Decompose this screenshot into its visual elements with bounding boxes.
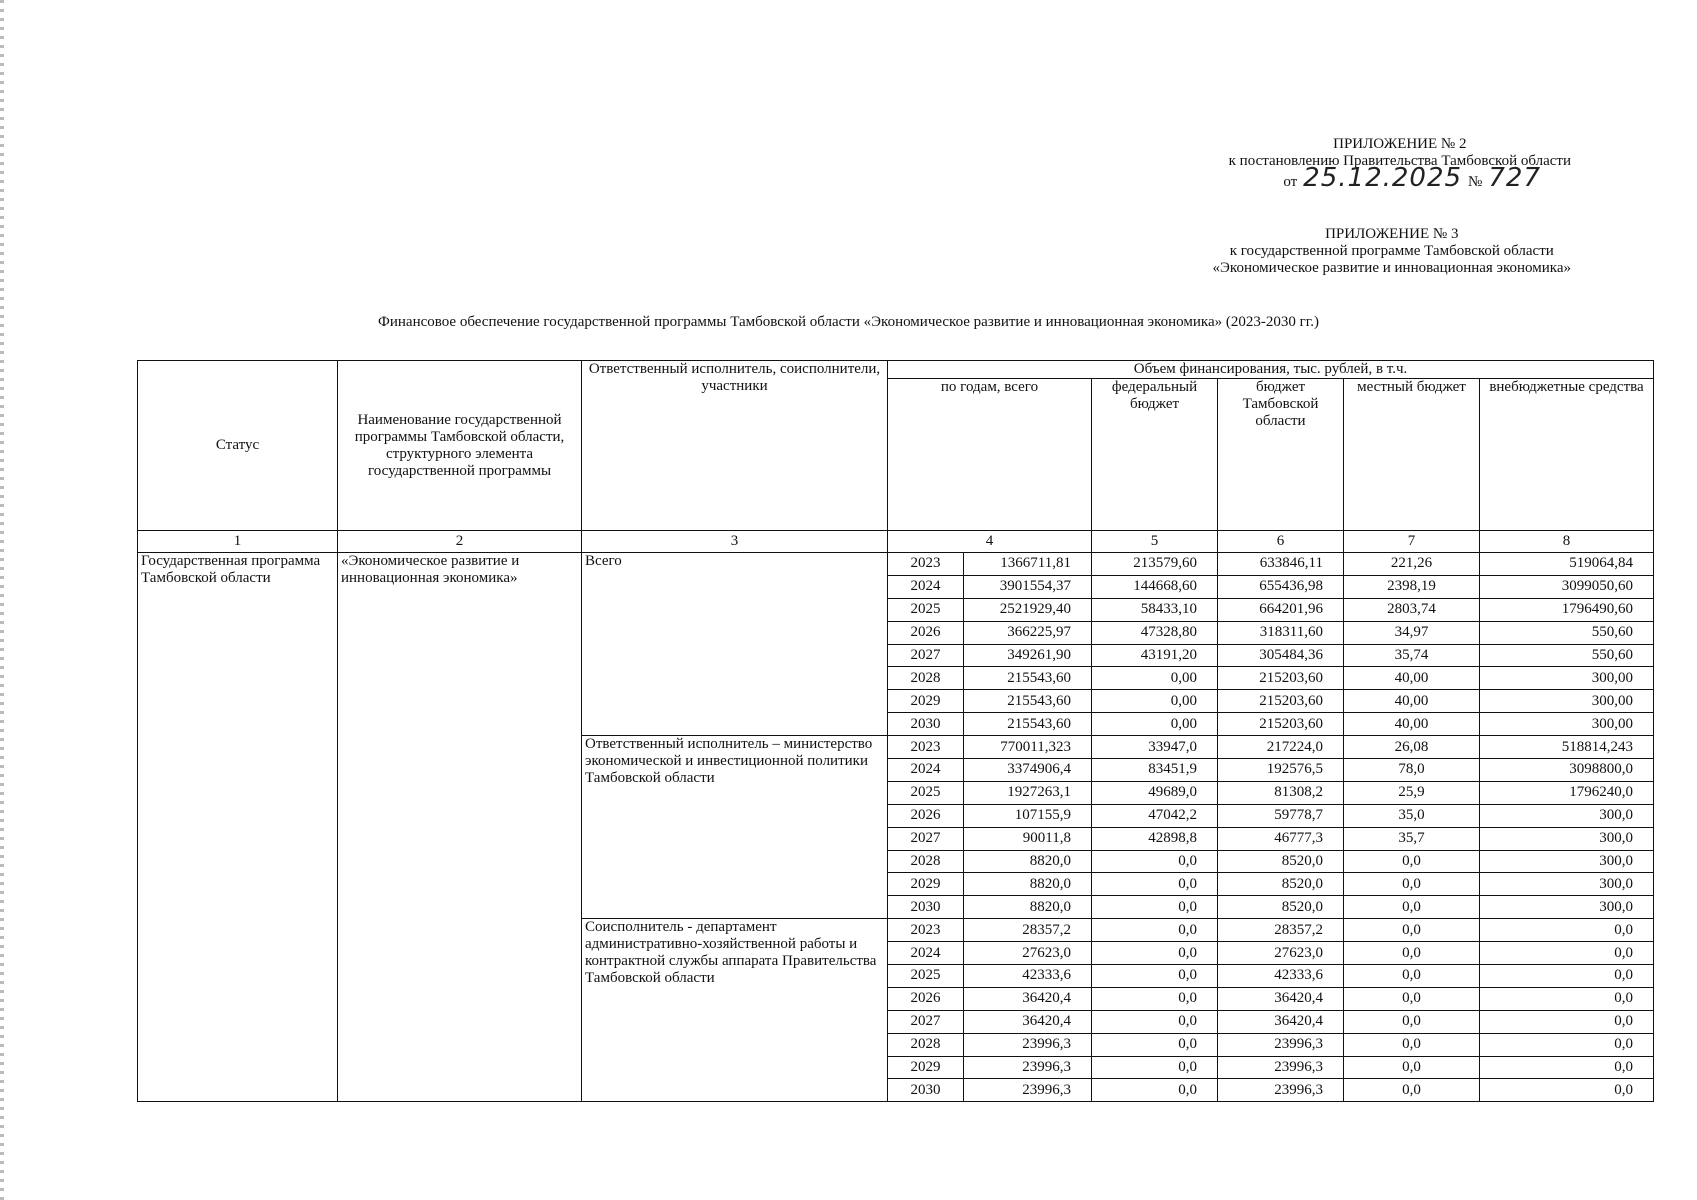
appendix-2-date-line [1229, 163, 1571, 193]
extra-cell: 550,60 [1480, 644, 1654, 667]
col-number: 2 [338, 531, 582, 553]
total-cell: 27623,0 [964, 942, 1092, 965]
col-number: 3 [582, 531, 888, 553]
extra-cell: 1796240,0 [1480, 781, 1654, 804]
regional-cell: 23996,3 [1218, 1056, 1344, 1079]
regional-cell: 28357,2 [1218, 919, 1344, 942]
extra-cell: 3098800,0 [1480, 759, 1654, 782]
year-cell: 2024 [888, 759, 964, 782]
regional-cell: 8520,0 [1218, 896, 1344, 919]
local-cell: 40,00 [1344, 690, 1480, 713]
local-cell: 26,08 [1344, 736, 1480, 759]
total-cell: 2521929,40 [964, 598, 1092, 621]
header-funding: Объем финансирования, тыс. рублей, в т.ч. [888, 361, 1654, 379]
federal-cell: 0,0 [1092, 942, 1218, 965]
regional-cell: 23996,3 [1218, 1033, 1344, 1056]
year-cell: 2030 [888, 1079, 964, 1102]
federal-cell: 43191,20 [1092, 644, 1218, 667]
year-cell: 2028 [888, 1033, 964, 1056]
total-cell: 42333,6 [964, 965, 1092, 988]
regional-cell: 633846,11 [1218, 553, 1344, 576]
regional-cell: 217224,0 [1218, 736, 1344, 759]
federal-cell: 49689,0 [1092, 781, 1218, 804]
local-cell: 0,0 [1344, 919, 1480, 942]
local-cell: 35,74 [1344, 644, 1480, 667]
total-cell: 1927263,1 [964, 781, 1092, 804]
handwritten-number: 727 [1488, 163, 1541, 193]
federal-cell: 213579,60 [1092, 553, 1218, 576]
federal-cell: 0,0 [1092, 1079, 1218, 1102]
federal-cell: 33947,0 [1092, 736, 1218, 759]
status-cell: Государственная программа Тамбовской области [138, 553, 338, 1102]
col-number: 8 [1480, 531, 1654, 553]
year-cell: 2029 [888, 1056, 964, 1079]
federal-cell: 144668,60 [1092, 575, 1218, 598]
document-title: Финансовое обеспечение государственной программы Тамбовской области «Экономическое развитие и инновационная экономика» (2023-2030 гг.) [378, 314, 1319, 330]
header-regional: бюджет Тамбовской области [1218, 379, 1344, 531]
year-cell: 2024 [888, 942, 964, 965]
total-cell: 8820,0 [964, 873, 1092, 896]
extra-cell: 300,0 [1480, 850, 1654, 873]
local-cell: 25,9 [1344, 781, 1480, 804]
total-cell: 23996,3 [964, 1056, 1092, 1079]
year-cell: 2027 [888, 827, 964, 850]
total-cell: 107155,9 [964, 804, 1092, 827]
local-cell: 78,0 [1344, 759, 1480, 782]
extra-cell: 0,0 [1480, 942, 1654, 965]
total-cell: 3374906,4 [964, 759, 1092, 782]
extra-cell: 0,0 [1480, 987, 1654, 1010]
local-cell: 35,0 [1344, 804, 1480, 827]
year-cell: 2026 [888, 987, 964, 1010]
table-row [138, 553, 1654, 576]
regional-cell: 8520,0 [1218, 850, 1344, 873]
year-cell: 2025 [888, 781, 964, 804]
executor-cell: Ответственный исполнитель – министерство экономической и инвестиционной политики Тамбовской области [582, 736, 888, 919]
appendix-2-header [1229, 136, 1571, 191]
extra-cell: 0,0 [1480, 919, 1654, 942]
total-cell: 28357,2 [964, 919, 1092, 942]
regional-cell: 59778,7 [1218, 804, 1344, 827]
extra-cell: 550,60 [1480, 621, 1654, 644]
extra-cell: 0,0 [1480, 1033, 1654, 1056]
total-cell: 215543,60 [964, 667, 1092, 690]
federal-cell: 0,0 [1092, 965, 1218, 988]
year-cell: 2025 [888, 965, 964, 988]
total-cell: 366225,97 [964, 621, 1092, 644]
appendix-3-subtitle: к государственной программе Тамбовской области [1229, 243, 1554, 259]
total-cell: 90011,8 [964, 827, 1092, 850]
local-cell: 0,0 [1344, 1010, 1480, 1033]
year-cell: 2027 [888, 644, 964, 667]
total-cell: 1366711,81 [964, 553, 1092, 576]
federal-cell: 0,0 [1092, 873, 1218, 896]
extra-cell: 518814,243 [1480, 736, 1654, 759]
header-local: местный бюджет [1344, 379, 1480, 531]
federal-cell: 0,0 [1092, 987, 1218, 1010]
local-cell: 0,0 [1344, 896, 1480, 919]
header-executor: Ответственный исполнитель, соисполнители, участники [582, 361, 888, 531]
total-cell: 215543,60 [964, 690, 1092, 713]
local-cell: 2398,19 [1344, 575, 1480, 598]
year-cell: 2030 [888, 713, 964, 736]
local-cell: 0,0 [1344, 942, 1480, 965]
regional-cell: 46777,3 [1218, 827, 1344, 850]
extra-cell: 519064,84 [1480, 553, 1654, 576]
federal-cell: 58433,10 [1092, 598, 1218, 621]
extra-cell: 300,00 [1480, 713, 1654, 736]
year-cell: 2028 [888, 667, 964, 690]
extra-cell: 300,0 [1480, 827, 1654, 850]
appendix-2-title: ПРИЛОЖЕНИЕ № 2 [1333, 136, 1467, 152]
regional-cell: 36420,4 [1218, 987, 1344, 1010]
local-cell: 2803,74 [1344, 598, 1480, 621]
local-cell: 0,0 [1344, 1033, 1480, 1056]
total-cell: 23996,3 [964, 1079, 1092, 1102]
federal-cell: 83451,9 [1092, 759, 1218, 782]
regional-cell: 27623,0 [1218, 942, 1344, 965]
scan-edge [0, 0, 4, 1200]
col-number: 5 [1092, 531, 1218, 553]
regional-cell: 42333,6 [1218, 965, 1344, 988]
col-number: 7 [1344, 531, 1480, 553]
header-federal: федеральный бюджет [1092, 379, 1218, 531]
col-number: 4 [888, 531, 1092, 553]
local-cell: 0,0 [1344, 1056, 1480, 1079]
year-cell: 2028 [888, 850, 964, 873]
year-cell: 2024 [888, 575, 964, 598]
header-extra: внебюджетные средства [1480, 379, 1654, 531]
local-cell: 40,00 [1344, 667, 1480, 690]
header-status: Статус [138, 361, 338, 531]
federal-cell: 0,0 [1092, 896, 1218, 919]
year-cell: 2023 [888, 553, 964, 576]
year-cell: 2030 [888, 896, 964, 919]
year-cell: 2026 [888, 804, 964, 827]
year-cell: 2023 [888, 919, 964, 942]
local-cell: 0,0 [1344, 987, 1480, 1010]
regional-cell: 215203,60 [1218, 713, 1344, 736]
appendix-2-subtitle: к постановлению Правительства Тамбовской области [1228, 153, 1571, 169]
program-name-cell: «Экономическое развитие и инновационная экономика» [338, 553, 582, 1102]
extra-cell: 0,0 [1480, 965, 1654, 988]
federal-cell: 47328,80 [1092, 621, 1218, 644]
number-label: № [1468, 174, 1483, 190]
header-name: Наименование государственной программы Тамбовской области, структурного элемента государственной программы [338, 361, 582, 531]
extra-cell: 0,0 [1480, 1010, 1654, 1033]
date-prefix: от [1283, 174, 1298, 190]
year-cell: 2025 [888, 598, 964, 621]
regional-cell: 23996,3 [1218, 1079, 1344, 1102]
extra-cell: 300,0 [1480, 873, 1654, 896]
col-number: 6 [1218, 531, 1344, 553]
total-cell: 8820,0 [964, 896, 1092, 919]
year-cell: 2023 [888, 736, 964, 759]
local-cell: 34,97 [1344, 621, 1480, 644]
col-number: 1 [138, 531, 338, 553]
extra-cell: 3099050,60 [1480, 575, 1654, 598]
column-numbers-row [138, 531, 1654, 553]
regional-cell: 305484,36 [1218, 644, 1344, 667]
federal-cell: 0,0 [1092, 1010, 1218, 1033]
extra-cell: 0,0 [1480, 1079, 1654, 1102]
total-cell: 36420,4 [964, 1010, 1092, 1033]
total-cell: 23996,3 [964, 1033, 1092, 1056]
appendix-3-header [1213, 226, 1571, 277]
federal-cell: 0,00 [1092, 690, 1218, 713]
local-cell: 40,00 [1344, 713, 1480, 736]
year-cell: 2027 [888, 1010, 964, 1033]
regional-cell: 36420,4 [1218, 1010, 1344, 1033]
extra-cell: 1796490,60 [1480, 598, 1654, 621]
federal-cell: 0,0 [1092, 850, 1218, 873]
year-cell: 2026 [888, 621, 964, 644]
local-cell: 35,7 [1344, 827, 1480, 850]
federal-cell: 0,0 [1092, 1056, 1218, 1079]
year-cell: 2029 [888, 690, 964, 713]
header-by-year: по годам, всего [888, 379, 1092, 531]
appendix-3-program: «Экономическое развитие и инновационная экономика» [1212, 260, 1571, 276]
extra-cell: 300,0 [1480, 896, 1654, 919]
regional-cell: 664201,96 [1218, 598, 1344, 621]
handwritten-date: 25.12.2025 [1303, 163, 1463, 193]
local-cell: 0,0 [1344, 1079, 1480, 1102]
regional-cell: 318311,60 [1218, 621, 1344, 644]
local-cell: 0,0 [1344, 873, 1480, 896]
federal-cell: 0,00 [1092, 667, 1218, 690]
federal-cell: 47042,2 [1092, 804, 1218, 827]
federal-cell: 0,0 [1092, 1033, 1218, 1056]
table-body [138, 553, 1654, 1102]
executor-cell: Соисполнитель - департамент административно-хозяйственной работы и контрактной службы аппарата Правительства Тамбовской области [582, 919, 888, 1102]
federal-cell: 0,00 [1092, 713, 1218, 736]
executor-cell: Всего [582, 553, 888, 736]
total-cell: 3901554,37 [964, 575, 1092, 598]
regional-cell: 215203,60 [1218, 690, 1344, 713]
extra-cell: 0,0 [1480, 1056, 1654, 1079]
year-cell: 2029 [888, 873, 964, 896]
total-cell: 8820,0 [964, 850, 1092, 873]
federal-cell: 0,0 [1092, 919, 1218, 942]
regional-cell: 81308,2 [1218, 781, 1344, 804]
local-cell: 0,0 [1344, 850, 1480, 873]
local-cell: 0,0 [1344, 965, 1480, 988]
regional-cell: 8520,0 [1218, 873, 1344, 896]
total-cell: 349261,90 [964, 644, 1092, 667]
local-cell: 221,26 [1344, 553, 1480, 576]
extra-cell: 300,0 [1480, 804, 1654, 827]
financing-table [137, 360, 1654, 1102]
extra-cell: 300,00 [1480, 690, 1654, 713]
regional-cell: 655436,98 [1218, 575, 1344, 598]
total-cell: 770011,323 [964, 736, 1092, 759]
regional-cell: 192576,5 [1218, 759, 1344, 782]
regional-cell: 215203,60 [1218, 667, 1344, 690]
appendix-3-title: ПРИЛОЖЕНИЕ № 3 [1325, 226, 1459, 242]
total-cell: 215543,60 [964, 713, 1092, 736]
total-cell: 36420,4 [964, 987, 1092, 1010]
extra-cell: 300,00 [1480, 667, 1654, 690]
federal-cell: 42898,8 [1092, 827, 1218, 850]
